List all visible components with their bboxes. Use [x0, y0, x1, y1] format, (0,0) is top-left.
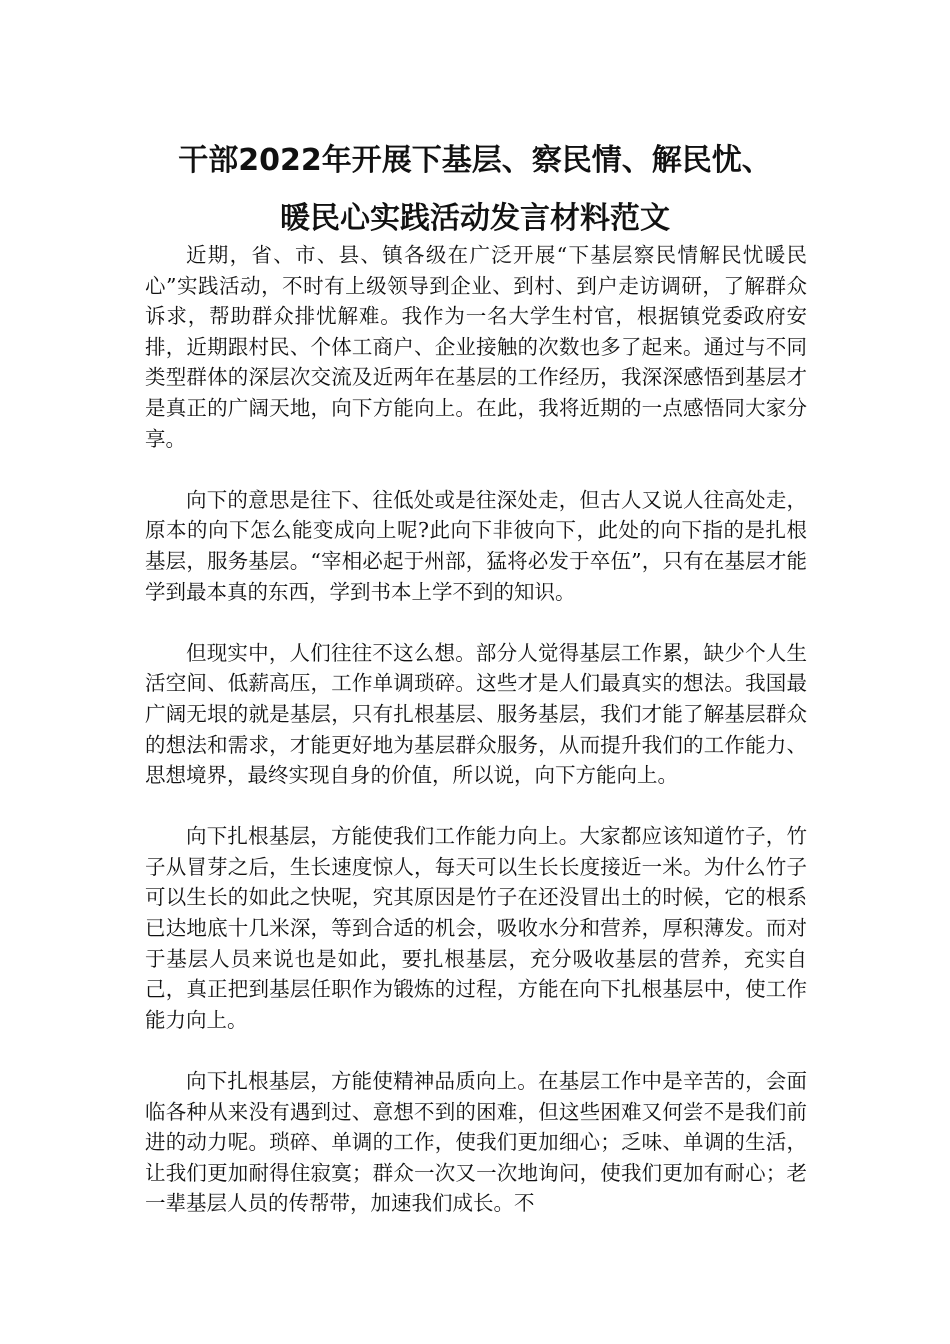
title-line-2: 暖民心实践活动发言材料范文: [280, 201, 670, 236]
document-body: [145, 240, 807, 1219]
paragraph-5: 向下扎根基层，方能使精神品质向上。在基层工作中是辛苦的，会面临各种从来没有遇到过、意想不到的困难，但这些困难又何尝不是我们前进的动力呢。琐碎、单调的工作，使我们更加细心；乏味、单调的生活，让我们更加耐得住寂寞；群众一次又一次地询问，使我们更加有耐心；老一辈基层人员的传帮带，加速我们成长。不: [145, 1069, 807, 1216]
paragraph-4: 向下扎根基层，方能使我们工作能力向上。大家都应该知道竹子，竹子从冒芽之后，生长速度惊人，每天可以生长长度接近一米。为什么竹子可以生长的如此之快呢，究其原因是竹子在还没冒出土的时候，它的根系已达地底十几米深，等到合适的机会，吸收水分和营养，厚积薄发。而对于基层人员来说也是如此，要扎根基层，充分吸收基层的营养，充实自己，真正把到基层任职作为锻炼的过程，方能在向下扎根基层中，使工作能力向上。: [145, 824, 807, 1032]
title-line-1: 干部2022年开展下基层、察民情、解民忧、: [178, 143, 772, 178]
paragraph-3: 但现实中，人们往往不这么想。部分人觉得基层工作累，缺少个人生活空间、低薪高压，工作单调琐碎。这些才是人们最真实的想法。我国最广阔无垠的就是基层，只有扎根基层、服务基层，我们才能了解基层群众的想法和需求，才能更好地为基层群众服务，从而提升我们的工作能力、思想境界，最终实现自身的价值，所以说，向下方能向上。: [145, 640, 807, 788]
paragraph-2: 向下的意思是往下、往低处或是往深处走，但古人又说人往高处走，原本的向下怎么能变成向上呢?此向下非彼向下，此处的向下指的是扎根基层，服务基层。“宰相必起于州部，猛将必发于卒伍”，只有在基层才能学到最本真的东西，学到书本上学不到的知识。: [145, 487, 807, 604]
paragraph-1: 近期，省、市、县、镇各级在广泛开展“下基层察民情解民忧暖民心”实践活动，不时有上级领导到企业、到村、到户走访调研，了解群众诉求，帮助群众排忧解难。我作为一名大学生村官，根据镇党委政府安排，近期跟村民、个体工商户、企业接触的次数也多了起来。通过与不同类型群体的深层次交流及近两年在基层的工作经历，我深深感悟到基层才是真正的广阔天地，向下方能向上。在此，我将近期的一点感悟同大家分享。: [145, 243, 807, 451]
document-title: [130, 132, 820, 248]
